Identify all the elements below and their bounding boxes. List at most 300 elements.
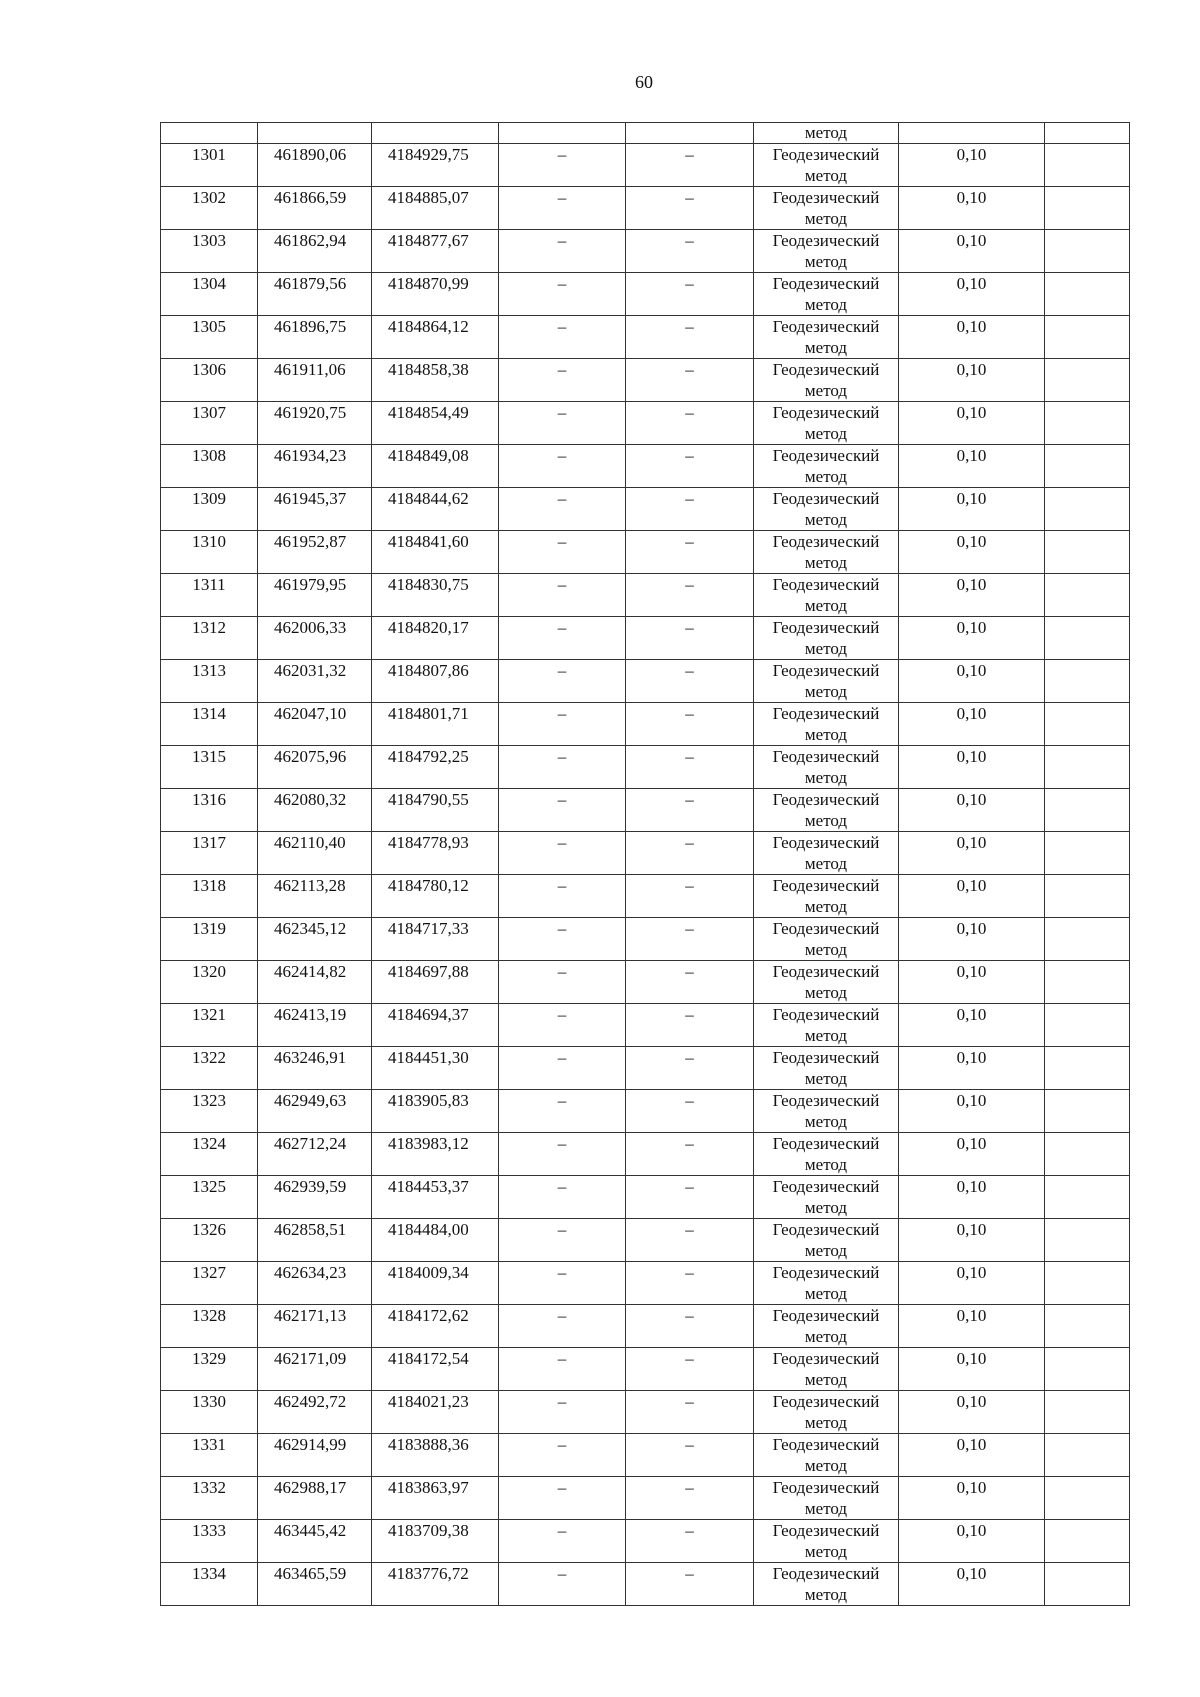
accuracy-cell: 0,10 bbox=[899, 1563, 1045, 1606]
dash-cell: – bbox=[626, 1219, 754, 1262]
dash-cell: – bbox=[499, 918, 626, 961]
table-row bbox=[161, 488, 1130, 531]
point-number-cell: 1304 bbox=[161, 273, 258, 316]
empty-cell bbox=[1045, 1047, 1130, 1090]
table-cell bbox=[1045, 123, 1130, 144]
table-row bbox=[161, 531, 1130, 574]
y-coordinate-cell: 4183888,36 bbox=[372, 1434, 499, 1477]
accuracy-cell: 0,10 bbox=[899, 574, 1045, 617]
page-number: 60 bbox=[635, 72, 653, 92]
y-coordinate-cell: 4184864,12 bbox=[372, 316, 499, 359]
empty-cell bbox=[1045, 1348, 1130, 1391]
dash-cell: – bbox=[499, 445, 626, 488]
table-cell bbox=[372, 123, 499, 144]
point-number-cell: 1316 bbox=[161, 789, 258, 832]
point-number-cell: 1310 bbox=[161, 531, 258, 574]
dash-cell: – bbox=[499, 1563, 626, 1606]
dash-cell: – bbox=[626, 1563, 754, 1606]
table-row bbox=[161, 1305, 1130, 1348]
table-row bbox=[161, 660, 1130, 703]
y-coordinate-cell: 4184841,60 bbox=[372, 531, 499, 574]
method-cell: Геодезический метод bbox=[754, 359, 899, 402]
x-coordinate-cell: 462171,13 bbox=[258, 1305, 372, 1348]
accuracy-cell: 0,10 bbox=[899, 230, 1045, 273]
empty-cell bbox=[1045, 961, 1130, 1004]
empty-cell bbox=[1045, 1305, 1130, 1348]
dash-cell: – bbox=[499, 746, 626, 789]
x-coordinate-cell: 462171,09 bbox=[258, 1348, 372, 1391]
x-coordinate-cell: 461890,06 bbox=[258, 144, 372, 187]
point-number-cell: 1321 bbox=[161, 1004, 258, 1047]
empty-cell bbox=[1045, 316, 1130, 359]
table-cell bbox=[899, 123, 1045, 144]
accuracy-cell: 0,10 bbox=[899, 402, 1045, 445]
method-cell: Геодезический метод bbox=[754, 660, 899, 703]
point-number-cell: 1311 bbox=[161, 574, 258, 617]
method-cell: Геодезический метод bbox=[754, 316, 899, 359]
dash-cell: – bbox=[626, 918, 754, 961]
point-number-cell: 1303 bbox=[161, 230, 258, 273]
point-number-cell: 1318 bbox=[161, 875, 258, 918]
table-cell bbox=[258, 123, 372, 144]
table-row bbox=[161, 918, 1130, 961]
x-coordinate-cell: 462949,63 bbox=[258, 1090, 372, 1133]
method-cell: Геодезический метод bbox=[754, 1133, 899, 1176]
table-row bbox=[161, 187, 1130, 230]
x-coordinate-cell: 461879,56 bbox=[258, 273, 372, 316]
accuracy-cell: 0,10 bbox=[899, 832, 1045, 875]
empty-cell bbox=[1045, 1477, 1130, 1520]
y-coordinate-cell: 4184854,49 bbox=[372, 402, 499, 445]
dash-cell: – bbox=[626, 703, 754, 746]
accuracy-cell: 0,10 bbox=[899, 660, 1045, 703]
method-cell: Геодезический метод bbox=[754, 789, 899, 832]
dash-cell: – bbox=[626, 144, 754, 187]
dash-cell: – bbox=[626, 488, 754, 531]
y-coordinate-cell: 4184172,54 bbox=[372, 1348, 499, 1391]
dash-cell: – bbox=[499, 574, 626, 617]
point-number-cell: 1324 bbox=[161, 1133, 258, 1176]
table-row bbox=[161, 1348, 1130, 1391]
dash-cell: – bbox=[499, 1004, 626, 1047]
point-number-cell: 1302 bbox=[161, 187, 258, 230]
empty-cell bbox=[1045, 1004, 1130, 1047]
table-row bbox=[161, 617, 1130, 660]
dash-cell: – bbox=[499, 144, 626, 187]
accuracy-cell: 0,10 bbox=[899, 703, 1045, 746]
table-row bbox=[161, 1434, 1130, 1477]
empty-cell bbox=[1045, 187, 1130, 230]
dash-cell: – bbox=[499, 316, 626, 359]
table-continuation-row bbox=[161, 123, 1130, 144]
dash-cell: – bbox=[626, 359, 754, 402]
y-coordinate-cell: 4184790,55 bbox=[372, 789, 499, 832]
dash-cell: – bbox=[499, 187, 626, 230]
x-coordinate-cell: 462080,32 bbox=[258, 789, 372, 832]
y-coordinate-cell: 4184021,23 bbox=[372, 1391, 499, 1434]
y-coordinate-cell: 4184870,99 bbox=[372, 273, 499, 316]
table-row bbox=[161, 832, 1130, 875]
table-cell bbox=[499, 123, 626, 144]
point-number-cell: 1305 bbox=[161, 316, 258, 359]
empty-cell bbox=[1045, 1176, 1130, 1219]
dash-cell: – bbox=[499, 402, 626, 445]
table-row bbox=[161, 359, 1130, 402]
empty-cell bbox=[1045, 1520, 1130, 1563]
accuracy-cell: 0,10 bbox=[899, 1391, 1045, 1434]
empty-cell bbox=[1045, 574, 1130, 617]
dash-cell: – bbox=[499, 1176, 626, 1219]
x-coordinate-cell: 463246,91 bbox=[258, 1047, 372, 1090]
accuracy-cell: 0,10 bbox=[899, 359, 1045, 402]
method-cell: Геодезический метод bbox=[754, 273, 899, 316]
table-cell bbox=[161, 123, 258, 144]
method-cell: Геодезический метод bbox=[754, 1391, 899, 1434]
x-coordinate-cell: 462858,51 bbox=[258, 1219, 372, 1262]
table-row bbox=[161, 1477, 1130, 1520]
empty-cell bbox=[1045, 488, 1130, 531]
method-cell: Геодезический метод bbox=[754, 445, 899, 488]
x-coordinate-cell: 462110,40 bbox=[258, 832, 372, 875]
method-cell: Геодезический метод bbox=[754, 230, 899, 273]
accuracy-cell: 0,10 bbox=[899, 1305, 1045, 1348]
accuracy-cell: 0,10 bbox=[899, 1348, 1045, 1391]
point-number-cell: 1320 bbox=[161, 961, 258, 1004]
accuracy-cell: 0,10 bbox=[899, 445, 1045, 488]
method-cell: Геодезический метод bbox=[754, 617, 899, 660]
table-row bbox=[161, 574, 1130, 617]
dash-cell: – bbox=[626, 617, 754, 660]
empty-cell bbox=[1045, 918, 1130, 961]
dash-cell: – bbox=[626, 660, 754, 703]
x-coordinate-cell: 462413,19 bbox=[258, 1004, 372, 1047]
y-coordinate-cell: 4184009,34 bbox=[372, 1262, 499, 1305]
accuracy-cell: 0,10 bbox=[899, 918, 1045, 961]
method-cell: Геодезический метод bbox=[754, 574, 899, 617]
x-coordinate-cell: 462047,10 bbox=[258, 703, 372, 746]
dash-cell: – bbox=[499, 1477, 626, 1520]
x-coordinate-cell: 462634,23 bbox=[258, 1262, 372, 1305]
empty-cell bbox=[1045, 359, 1130, 402]
x-coordinate-cell: 461896,75 bbox=[258, 316, 372, 359]
point-number-cell: 1325 bbox=[161, 1176, 258, 1219]
point-number-cell: 1313 bbox=[161, 660, 258, 703]
dash-cell: – bbox=[626, 832, 754, 875]
dash-cell: – bbox=[499, 273, 626, 316]
accuracy-cell: 0,10 bbox=[899, 531, 1045, 574]
method-cell: Геодезический метод bbox=[754, 144, 899, 187]
empty-cell bbox=[1045, 402, 1130, 445]
dash-cell: – bbox=[626, 789, 754, 832]
table-row bbox=[161, 402, 1130, 445]
y-coordinate-cell: 4184820,17 bbox=[372, 617, 499, 660]
method-cell: Геодезический метод bbox=[754, 1563, 899, 1606]
x-coordinate-cell: 462345,12 bbox=[258, 918, 372, 961]
dash-cell: – bbox=[626, 273, 754, 316]
dash-cell: – bbox=[626, 402, 754, 445]
x-coordinate-cell: 463445,42 bbox=[258, 1520, 372, 1563]
table-row bbox=[161, 1520, 1130, 1563]
point-number-cell: 1328 bbox=[161, 1305, 258, 1348]
table-row bbox=[161, 1090, 1130, 1133]
accuracy-cell: 0,10 bbox=[899, 187, 1045, 230]
empty-cell bbox=[1045, 1090, 1130, 1133]
method-cell: Геодезический метод bbox=[754, 1348, 899, 1391]
table-row bbox=[161, 1004, 1130, 1047]
x-coordinate-cell: 462492,72 bbox=[258, 1391, 372, 1434]
table-row bbox=[161, 746, 1130, 789]
table-row bbox=[161, 1563, 1130, 1606]
method-cell: Геодезический метод bbox=[754, 1520, 899, 1563]
method-cell: Геодезический метод bbox=[754, 1004, 899, 1047]
dash-cell: – bbox=[499, 961, 626, 1004]
dash-cell: – bbox=[499, 789, 626, 832]
table-row bbox=[161, 1262, 1130, 1305]
method-cell: Геодезический метод bbox=[754, 703, 899, 746]
table-row bbox=[161, 875, 1130, 918]
point-number-cell: 1326 bbox=[161, 1219, 258, 1262]
accuracy-cell: 0,10 bbox=[899, 1219, 1045, 1262]
y-coordinate-cell: 4184451,30 bbox=[372, 1047, 499, 1090]
dash-cell: – bbox=[626, 1176, 754, 1219]
dash-cell: – bbox=[499, 1434, 626, 1477]
empty-cell bbox=[1045, 531, 1130, 574]
table-row bbox=[161, 1176, 1130, 1219]
accuracy-cell: 0,10 bbox=[899, 1477, 1045, 1520]
x-coordinate-cell: 462414,82 bbox=[258, 961, 372, 1004]
table-row bbox=[161, 316, 1130, 359]
dash-cell: – bbox=[626, 1391, 754, 1434]
y-coordinate-cell: 4184780,12 bbox=[372, 875, 499, 918]
x-coordinate-cell: 462712,24 bbox=[258, 1133, 372, 1176]
x-coordinate-cell: 462914,99 bbox=[258, 1434, 372, 1477]
table-row bbox=[161, 1133, 1130, 1176]
accuracy-cell: 0,10 bbox=[899, 1004, 1045, 1047]
method-cell: Геодезический метод bbox=[754, 1219, 899, 1262]
empty-cell bbox=[1045, 875, 1130, 918]
dash-cell: – bbox=[626, 187, 754, 230]
dash-cell: – bbox=[626, 1520, 754, 1563]
method-cell: Геодезический метод bbox=[754, 402, 899, 445]
dash-cell: – bbox=[499, 230, 626, 273]
y-coordinate-cell: 4184801,71 bbox=[372, 703, 499, 746]
y-coordinate-cell: 4184807,86 bbox=[372, 660, 499, 703]
y-coordinate-cell: 4184778,93 bbox=[372, 832, 499, 875]
x-coordinate-cell: 461911,06 bbox=[258, 359, 372, 402]
empty-cell bbox=[1045, 1391, 1130, 1434]
empty-cell bbox=[1045, 703, 1130, 746]
x-coordinate-cell: 462031,32 bbox=[258, 660, 372, 703]
y-coordinate-cell: 4184453,37 bbox=[372, 1176, 499, 1219]
method-cell: Геодезический метод bbox=[754, 1305, 899, 1348]
point-number-cell: 1312 bbox=[161, 617, 258, 660]
y-coordinate-cell: 4184172,62 bbox=[372, 1305, 499, 1348]
coordinates-table bbox=[160, 122, 1130, 1606]
x-coordinate-cell: 461862,94 bbox=[258, 230, 372, 273]
dash-cell: – bbox=[499, 531, 626, 574]
dash-cell: – bbox=[626, 875, 754, 918]
empty-cell bbox=[1045, 617, 1130, 660]
dash-cell: – bbox=[626, 961, 754, 1004]
method-cell: Геодезический метод bbox=[754, 918, 899, 961]
y-coordinate-cell: 4184844,62 bbox=[372, 488, 499, 531]
dash-cell: – bbox=[499, 1090, 626, 1133]
empty-cell bbox=[1045, 1219, 1130, 1262]
method-cell: Геодезический метод bbox=[754, 1434, 899, 1477]
table-row bbox=[161, 961, 1130, 1004]
accuracy-cell: 0,10 bbox=[899, 1262, 1045, 1305]
dash-cell: – bbox=[626, 531, 754, 574]
dash-cell: – bbox=[499, 1047, 626, 1090]
point-number-cell: 1330 bbox=[161, 1391, 258, 1434]
table-row bbox=[161, 1219, 1130, 1262]
table-row bbox=[161, 230, 1130, 273]
accuracy-cell: 0,10 bbox=[899, 1133, 1045, 1176]
dash-cell: – bbox=[626, 1348, 754, 1391]
accuracy-cell: 0,10 bbox=[899, 144, 1045, 187]
x-coordinate-cell: 461952,87 bbox=[258, 531, 372, 574]
empty-cell bbox=[1045, 1434, 1130, 1477]
dash-cell: – bbox=[499, 832, 626, 875]
dash-cell: – bbox=[626, 316, 754, 359]
table-row bbox=[161, 1391, 1130, 1434]
point-number-cell: 1327 bbox=[161, 1262, 258, 1305]
y-coordinate-cell: 4184697,88 bbox=[372, 961, 499, 1004]
method-cell: Геодезический метод bbox=[754, 187, 899, 230]
empty-cell bbox=[1045, 273, 1130, 316]
x-coordinate-cell: 461979,95 bbox=[258, 574, 372, 617]
accuracy-cell: 0,10 bbox=[899, 273, 1045, 316]
point-number-cell: 1319 bbox=[161, 918, 258, 961]
x-coordinate-cell: 463465,59 bbox=[258, 1563, 372, 1606]
dash-cell: – bbox=[626, 1004, 754, 1047]
y-coordinate-cell: 4184830,75 bbox=[372, 574, 499, 617]
dash-cell: – bbox=[499, 875, 626, 918]
dash-cell: – bbox=[499, 1262, 626, 1305]
method-cell: Геодезический метод bbox=[754, 531, 899, 574]
accuracy-cell: 0,10 bbox=[899, 1090, 1045, 1133]
x-coordinate-cell: 462939,59 bbox=[258, 1176, 372, 1219]
x-coordinate-cell: 462075,96 bbox=[258, 746, 372, 789]
point-number-cell: 1307 bbox=[161, 402, 258, 445]
table-row bbox=[161, 144, 1130, 187]
table-row bbox=[161, 703, 1130, 746]
method-cell: Геодезический метод bbox=[754, 1477, 899, 1520]
empty-cell bbox=[1045, 1262, 1130, 1305]
method-cell: Геодезический метод bbox=[754, 875, 899, 918]
method-cell: Геодезический метод bbox=[754, 961, 899, 1004]
method-cell: Геодезический метод bbox=[754, 1090, 899, 1133]
dash-cell: – bbox=[626, 1305, 754, 1348]
accuracy-cell: 0,10 bbox=[899, 1176, 1045, 1219]
accuracy-cell: 0,10 bbox=[899, 1520, 1045, 1563]
y-coordinate-cell: 4184885,07 bbox=[372, 187, 499, 230]
dash-cell: – bbox=[626, 1133, 754, 1176]
x-coordinate-cell: 462113,28 bbox=[258, 875, 372, 918]
point-number-cell: 1306 bbox=[161, 359, 258, 402]
method-cell: Геодезический метод bbox=[754, 746, 899, 789]
y-coordinate-cell: 4183776,72 bbox=[372, 1563, 499, 1606]
dash-cell: – bbox=[499, 660, 626, 703]
empty-cell bbox=[1045, 445, 1130, 488]
dash-cell: – bbox=[499, 617, 626, 660]
point-number-cell: 1315 bbox=[161, 746, 258, 789]
dash-cell: – bbox=[626, 1047, 754, 1090]
accuracy-cell: 0,10 bbox=[899, 1434, 1045, 1477]
y-coordinate-cell: 4183709,38 bbox=[372, 1520, 499, 1563]
point-number-cell: 1301 bbox=[161, 144, 258, 187]
empty-cell bbox=[1045, 230, 1130, 273]
accuracy-cell: 0,10 bbox=[899, 875, 1045, 918]
x-coordinate-cell: 462988,17 bbox=[258, 1477, 372, 1520]
method-cell: метод bbox=[754, 123, 899, 144]
table-row bbox=[161, 273, 1130, 316]
table-row bbox=[161, 1047, 1130, 1090]
accuracy-cell: 0,10 bbox=[899, 961, 1045, 1004]
point-number-cell: 1323 bbox=[161, 1090, 258, 1133]
dash-cell: – bbox=[626, 746, 754, 789]
dash-cell: – bbox=[499, 1219, 626, 1262]
accuracy-cell: 0,10 bbox=[899, 1047, 1045, 1090]
empty-cell bbox=[1045, 789, 1130, 832]
dash-cell: – bbox=[499, 488, 626, 531]
accuracy-cell: 0,10 bbox=[899, 316, 1045, 359]
empty-cell bbox=[1045, 1563, 1130, 1606]
y-coordinate-cell: 4184858,38 bbox=[372, 359, 499, 402]
point-number-cell: 1329 bbox=[161, 1348, 258, 1391]
empty-cell bbox=[1045, 144, 1130, 187]
x-coordinate-cell: 461945,37 bbox=[258, 488, 372, 531]
table-row bbox=[161, 789, 1130, 832]
y-coordinate-cell: 4184929,75 bbox=[372, 144, 499, 187]
dash-cell: – bbox=[626, 574, 754, 617]
method-cell: Геодезический метод bbox=[754, 1176, 899, 1219]
dash-cell: – bbox=[499, 703, 626, 746]
point-number-cell: 1332 bbox=[161, 1477, 258, 1520]
dash-cell: – bbox=[626, 1262, 754, 1305]
point-number-cell: 1331 bbox=[161, 1434, 258, 1477]
method-cell: Геодезический метод bbox=[754, 1047, 899, 1090]
empty-cell bbox=[1045, 660, 1130, 703]
accuracy-cell: 0,10 bbox=[899, 789, 1045, 832]
point-number-cell: 1333 bbox=[161, 1520, 258, 1563]
point-number-cell: 1314 bbox=[161, 703, 258, 746]
y-coordinate-cell: 4184694,37 bbox=[372, 1004, 499, 1047]
dash-cell: – bbox=[499, 1520, 626, 1563]
dash-cell: – bbox=[499, 1133, 626, 1176]
dash-cell: – bbox=[499, 1391, 626, 1434]
dash-cell: – bbox=[499, 1305, 626, 1348]
accuracy-cell: 0,10 bbox=[899, 746, 1045, 789]
dash-cell: – bbox=[626, 230, 754, 273]
y-coordinate-cell: 4184484,00 bbox=[372, 1219, 499, 1262]
dash-cell: – bbox=[626, 1090, 754, 1133]
point-number-cell: 1309 bbox=[161, 488, 258, 531]
y-coordinate-cell: 4183983,12 bbox=[372, 1133, 499, 1176]
accuracy-cell: 0,10 bbox=[899, 617, 1045, 660]
empty-cell bbox=[1045, 746, 1130, 789]
y-coordinate-cell: 4184877,67 bbox=[372, 230, 499, 273]
y-coordinate-cell: 4184717,33 bbox=[372, 918, 499, 961]
dash-cell: – bbox=[499, 359, 626, 402]
x-coordinate-cell: 461934,23 bbox=[258, 445, 372, 488]
y-coordinate-cell: 4184792,25 bbox=[372, 746, 499, 789]
dash-cell: – bbox=[499, 1348, 626, 1391]
dash-cell: – bbox=[626, 1477, 754, 1520]
point-number-cell: 1322 bbox=[161, 1047, 258, 1090]
dash-cell: – bbox=[626, 1434, 754, 1477]
point-number-cell: 1308 bbox=[161, 445, 258, 488]
